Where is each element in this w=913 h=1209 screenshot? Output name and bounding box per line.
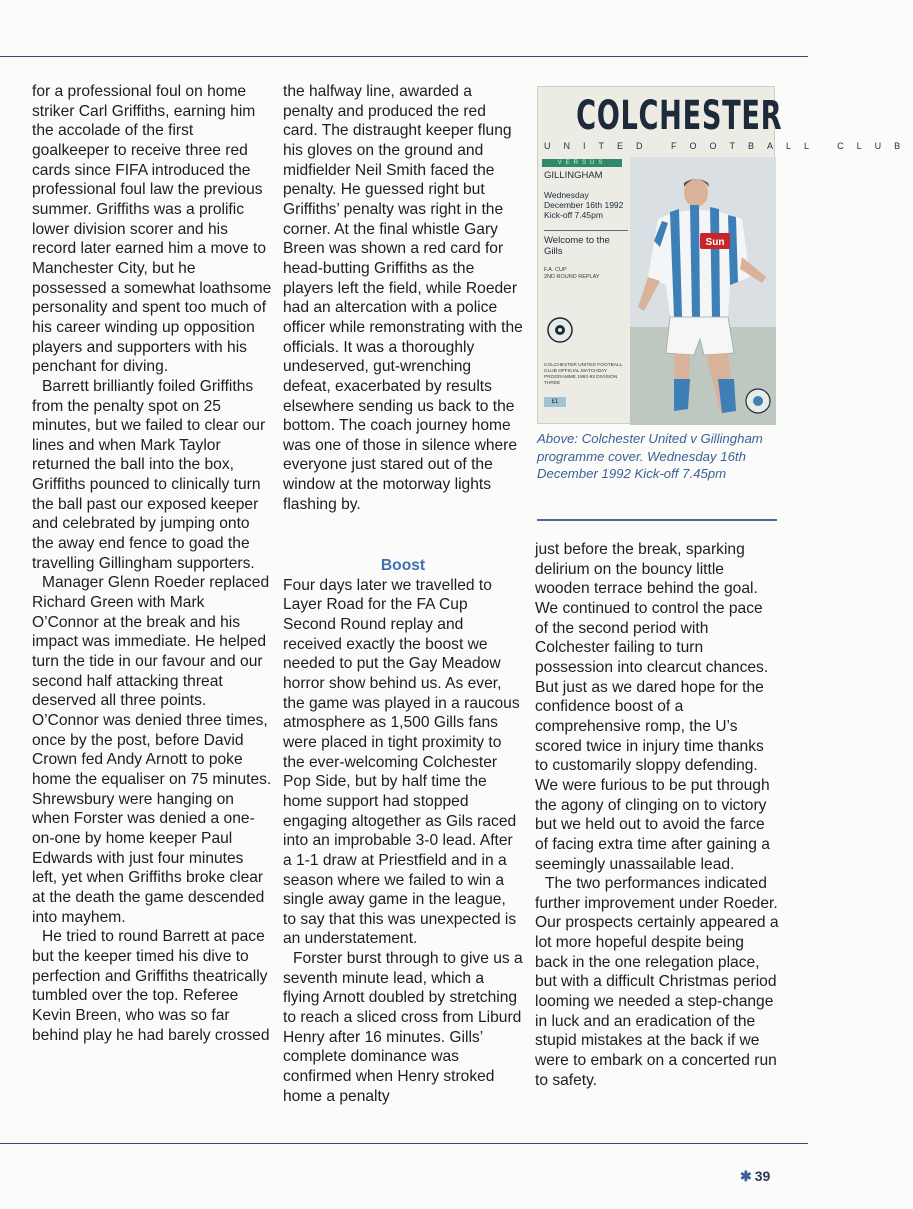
cover-competition: F.A. CUP <box>544 267 567 273</box>
cover-kickoff: Kick-off 7.45pm <box>544 210 603 220</box>
paragraph: Forster burst through to give us a seventh minute lead, which a flying Arnott doubled by stretching to reach a sliced cross from Liburd Henry after 16 minutes. Gills’ complete dominance was confirmed when Henry stroked home a penalty <box>283 950 523 1105</box>
cover-opponent: GILLINGHAM <box>544 170 603 181</box>
paragraph: just before the break, sparking delirium on the bouncy little wooden terrace behind the goal. We continued to control the pace of the second period with Colchester failing to turn possession into clearcut chances. But just as we dared hope for the confidence boost of a comprehensive romp, the U’s scored twice in injury time thanks to customarily sloppy defending. We were furious to be put through the agony of clinging on to victory but we held out to avoid the farce of facing extra time after gaining a seemingly unassailable lead. <box>535 541 770 873</box>
cover-match-details <box>544 171 628 281</box>
cover-subtitle: UNITED FOOTBALL CLUB <box>544 141 913 151</box>
paragraph: He tried to round Barrett at pace but the keeper timed his dive to perfection and Griffiths theatrically tumbled over the top. Referee Kevin Breen, who was so far behind play he had barely crossed <box>32 928 270 1044</box>
paragraph: Manager Glenn Roeder replaced Richard Green with Mark O’Connor at the break and his impact was immediate. He helped turn the tide in our favour and our second half attacking threat deserved all three points. O’Connor was denied three times, once by the post, before David Crown fed Andy Arnott to poke home the equaliser on 75 minutes. Shrewsbury were hanging on when Forster was denied a one-on-one by home keeper Paul Edwards with just four minutes left, yet when Griffiths broke clear at the death the game descended into mayhem. <box>32 574 272 926</box>
cover-price: £1 <box>544 397 566 407</box>
player-photo <box>630 157 776 425</box>
cover-title: COLCHESTER <box>576 93 783 139</box>
page-number <box>740 1168 770 1185</box>
article-column-1 <box>32 82 272 1045</box>
page-number-text: 39 <box>754 1168 771 1184</box>
section-subheading: Boost <box>380 557 426 574</box>
cover-date: December 16th 1992 <box>544 200 624 210</box>
paragraph: The two performances indicated further improvement under Roeder. Our prospects certainly appeared a lot more hopeful despite being back in the one relegation place, but with a difficult Christmas period looming we needed a step-change in luck and an eradication of the stupid mistakes at the back if we were to embark on a concerted run to safety. <box>535 875 779 1089</box>
programme-cover-image <box>537 86 913 424</box>
cover-round: 2ND ROUND REPLAY <box>544 274 600 280</box>
cover-date-day: Wednesday <box>544 190 589 200</box>
paragraph: Four days later we travelled to Layer Road for the FA Cup Second Round replay and received exactly the boost we needed to put the Gay Meadow horror show behind us. As ever, the game was played in a raucous atmosphere as 1,500 Gills fans were placed in tight proximity to the ever-welcoming Colchester Pop Side, but by half time the home support had stopped engaging altogether as Gils raced into an improbable 3-0 lead. After a 1-1 draw at Priestfield and in a season where we failed to win a single away game in the league, to say that this was unexpected is an understatement. <box>283 576 520 948</box>
article-column-2-continued <box>283 556 523 1106</box>
cover-sponsor: Sun <box>705 237 725 248</box>
paragraph: for a professional foul on home striker Carl Griffiths, earning him the accolade of the first goalkeeper to receive three red cards since FIFA introduced the professional foul law the previous summer. Griffiths was a prolific lower division scorer and his record later earned him a move to Manchester City, but he possessed a somewhat loathsome personality and spent too much of his career winding up opposition players and supporters with his penchant for diving. <box>32 83 272 376</box>
article-column-3 <box>535 540 780 1090</box>
image-caption: Above: Colchester United v Gillingham programme cover. Wednesday 16th December 1992 Kick-off 7.45pm <box>537 431 763 481</box>
caption-divider <box>537 519 777 521</box>
paragraph: Barrett brilliantly foiled Griffiths from the penalty spot on 25 minutes, but we failed to clear our lines and when Mark Taylor returned the ball into the box, Griffiths pounced to clinically turn the ball past our exposed keeper and celebrated by jumping onto the away end fence to goad the travelling Gillingham supporters. <box>32 377 266 572</box>
cover-welcome: Welcome to the Gills <box>544 230 628 257</box>
club-crest-icon <box>546 315 574 345</box>
cover-fine-print: COLCHESTER UNITED FOOTBALL CLUB OFFICIAL MATCHDAY PROGRAMME 1992-93 DIVISION THREE <box>544 363 623 386</box>
top-rule <box>0 56 808 57</box>
paragraph: the halfway line, awarded a penalty and produced the red card. The distraught keeper flung his gloves on the ground and midfielder Neil Smith faced the penalty. He guessed right but Griffiths’ penalty was right in the corner. At the final whistle Gary Breen was shown a red card for head-butting Griffiths as the players left the field, while Roeder had an altercation with a police officer while remonstrating with the officials. It was a thoroughly undeserved, gut-wrenching defeat, exacerbated by results elsewhere sending us back to the bottom. The coach journey home was one of those in silence where everyone just stared out of the window at the motorway lights flashing by. <box>283 83 523 513</box>
bottom-rule <box>0 1143 808 1144</box>
cover-versus-bar: VERSUS <box>542 159 622 167</box>
page-marker-icon: ✱ <box>740 1168 752 1184</box>
article-column-2 <box>283 82 523 514</box>
